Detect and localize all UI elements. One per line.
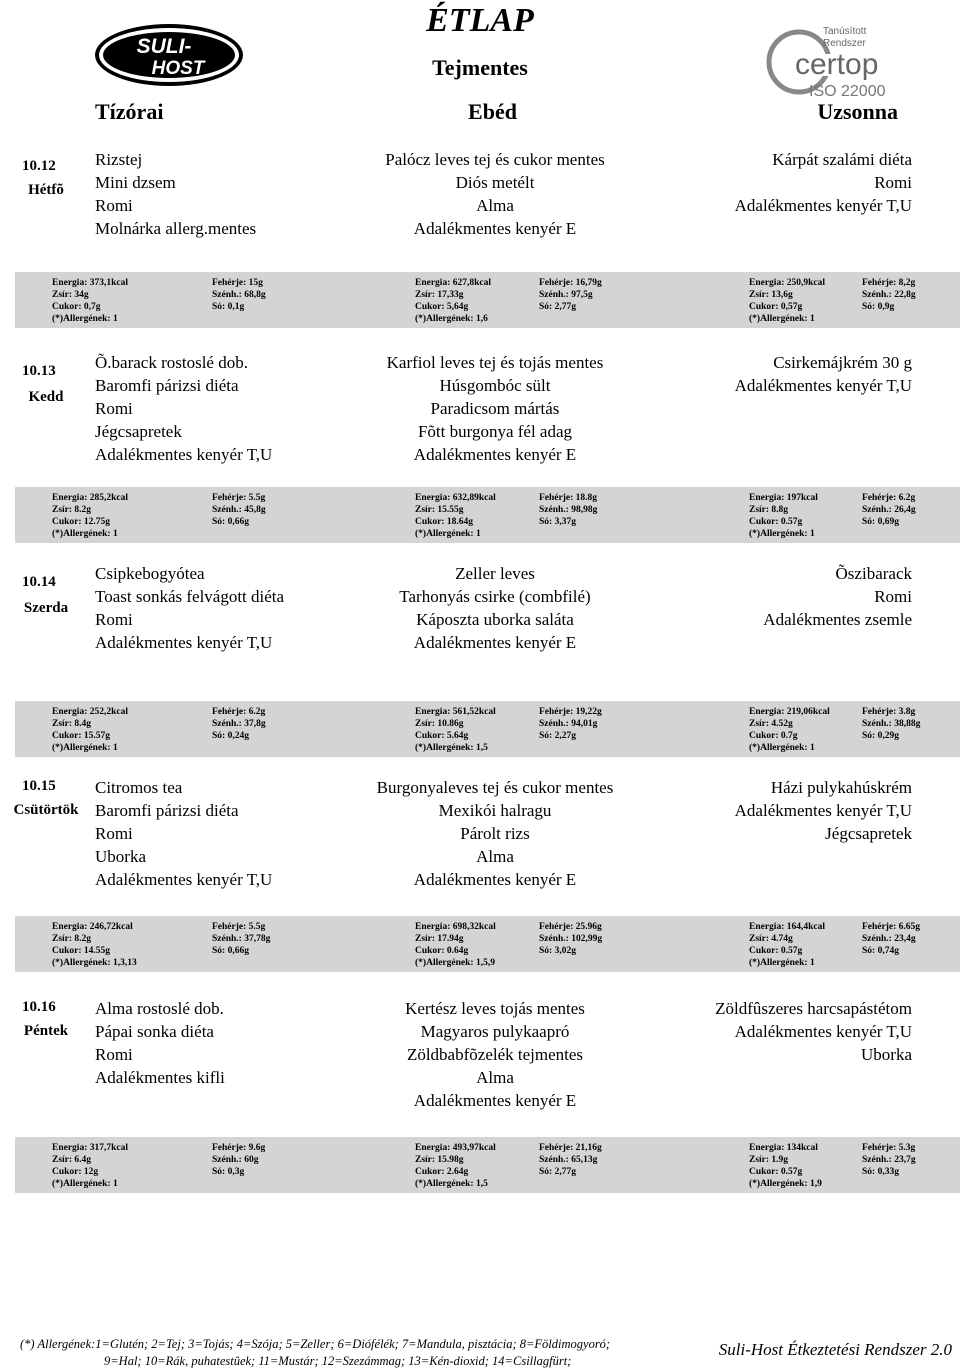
nutrition-cukor: Cukor: 0,7g <box>52 302 101 312</box>
menu-item: Uborka <box>861 1045 912 1064</box>
nutrition-so: Só: 3,02g <box>539 946 576 956</box>
day-date: 10.16 <box>22 999 56 1015</box>
menu-item: Karfiol leves tej és tojás mentes <box>386 353 604 372</box>
nutrition-info-uzsonna <box>749 921 952 969</box>
menu-item: Romi <box>95 399 133 418</box>
nutrition-energia: Energia: 493,97kcal <box>415 1143 496 1153</box>
nutrition-szenh: Szénh.: 94,01g <box>539 719 598 729</box>
nutrition-cukor: Cukor: 2.64g <box>415 1167 469 1177</box>
nutrition-energia: Energia: 250,9kcal <box>749 278 825 288</box>
nutrition-allergen: (*)Allergének: 1,9 <box>749 1179 822 1189</box>
nutrition-zsir: Zsír: 17.94g <box>415 934 464 944</box>
nutrition-feherje: Fehérje: 8,2g <box>862 278 916 288</box>
nutrition-cukor: Cukor: 0.57g <box>749 1167 803 1177</box>
day-name: Csütörtök <box>13 802 79 818</box>
nutrition-info-uzsonna <box>749 277 952 325</box>
day-date: 10.13 <box>22 363 56 379</box>
page-title: ÉTLAP <box>426 2 534 39</box>
nutrition-cukor: Cukor: 0.57g <box>749 946 803 956</box>
menu-item: Baromfi párizsi diéta <box>95 376 239 395</box>
nutrition-zsir: Zsír: 15.55g <box>415 505 464 515</box>
menu-item: Rizstej <box>95 150 143 169</box>
nutrition-cukor: Cukor: 12.75g <box>52 517 111 527</box>
nutrition-allergen: (*)Allergének: 1 <box>52 529 118 539</box>
menu-item: Mexikói halragu <box>438 801 552 820</box>
menu-item: Zöldbabfõzelék tejmentes <box>406 1045 584 1064</box>
nutrition-allergen: (*)Allergének: 1 <box>749 743 815 753</box>
nutrition-allergen: (*)Allergének: 1,3,13 <box>52 958 137 968</box>
menu-item: Õ.barack rostoslé dob. <box>95 353 248 372</box>
nutrition-info-tizorai <box>52 492 302 540</box>
nutrition-szenh: Szénh.: 22,8g <box>862 290 916 300</box>
nutrition-energia: Energia: 632,89kcal <box>415 493 496 503</box>
nutrition-info-ebed <box>415 1142 629 1190</box>
nutrition-so: Só: 0,9g <box>862 302 895 312</box>
menu-item: Romi <box>95 196 133 215</box>
nutrition-szenh: Szénh.: 60g <box>212 1155 259 1165</box>
menu-item: Pápai sonka diéta <box>95 1022 214 1041</box>
nutrition-cukor: Cukor: 14.55g <box>52 946 111 956</box>
menu-item: Adalékmentes kifli <box>95 1068 225 1087</box>
nutrition-allergen: (*)Allergének: 1,5 <box>415 743 488 753</box>
menu-item: Adalékmentes kenyér E <box>413 870 577 889</box>
menu-item: Adalékmentes kenyér T,U <box>95 870 273 889</box>
menu-item: Adalékmentes kenyér E <box>413 445 577 464</box>
menu-item: Paradicsom mártás <box>430 399 560 418</box>
nutrition-feherje: Fehérje: 6.2g <box>212 707 266 717</box>
nutrition-bar <box>15 1137 960 1193</box>
menu-item: Uborka <box>95 847 146 866</box>
nutrition-allergen: (*)Allergének: 1 <box>52 314 118 324</box>
day-date: 10.15 <box>22 778 56 794</box>
nutrition-feherje: Fehérje: 19,22g <box>539 707 602 717</box>
nutrition-zsir: Zsír: 15.98g <box>415 1155 464 1165</box>
column-header-tizorai: Tízórai <box>95 99 164 124</box>
nutrition-so: Só: 0,69g <box>862 517 899 527</box>
menu-item: Tarhonyás csirke (combfilé) <box>399 587 591 606</box>
nutrition-bar <box>15 272 960 328</box>
nutrition-energia: Energia: 561,52kcal <box>415 707 496 717</box>
allergen-legend-line1: (*) Allergének:1=Glutén; 2=Tej; 3=Tojás; 4=Szója; 5=Zeller; 6=Diófélék; 7=Mandula, pisztácia; 8=Földimogyoró; <box>20 1337 611 1351</box>
nutrition-feherje: Fehérje: 5.3g <box>862 1143 916 1153</box>
nutrition-energia: Energia: 164,4kcal <box>749 922 825 932</box>
nutrition-energia: Energia: 317,7kcal <box>52 1143 128 1153</box>
nutrition-so: Só: 2,77g <box>539 302 576 312</box>
nutrition-feherje: Fehérje: 5.5g <box>212 922 266 932</box>
menu-item: Párolt rizs <box>460 824 530 843</box>
meal-uzsonna <box>735 778 912 847</box>
menu-item: Adalékmentes zsemle <box>763 610 912 629</box>
certop-iso: ISO 22000 <box>809 83 886 100</box>
nutrition-cukor: Cukor: 12g <box>52 1167 99 1177</box>
nutrition-feherje: Fehérje: 6.2g <box>862 493 916 503</box>
day-name: Kedd <box>28 389 64 405</box>
nutrition-zsir: Zsír: 4.52g <box>749 719 793 729</box>
day-date: 10.12 <box>22 158 56 174</box>
menu-item: Csipkebogyótea <box>95 564 205 583</box>
menu-item: Romi <box>95 610 133 629</box>
nutrition-energia: Energia: 627,8kcal <box>415 278 491 288</box>
menu-item: Kárpát szalámi diéta <box>772 150 912 169</box>
menu-item: Adalékmentes kenyér E <box>413 219 577 238</box>
nutrition-energia: Energia: 246,72kcal <box>52 922 133 932</box>
menu-item: Adalékmentes kenyér T,U <box>95 633 273 652</box>
menu-item: Adalékmentes kenyér T,U <box>734 1022 912 1041</box>
nutrition-info-uzsonna <box>749 1142 952 1190</box>
page-subtitle: Tejmentes <box>432 55 528 80</box>
nutrition-feherje: Fehérje: 15g <box>212 278 263 288</box>
nutrition-szenh: Szénh.: 97,5g <box>539 290 593 300</box>
nutrition-energia: Energia: 285,2kcal <box>52 493 128 503</box>
nutrition-allergen: (*)Allergének: 1 <box>52 1179 118 1189</box>
nutrition-zsir: Zsír: 13,6g <box>749 290 793 300</box>
nutrition-feherje: Fehérje: 16,79g <box>539 278 602 288</box>
menu-item: Jégcsapretek <box>825 824 912 843</box>
meal-uzsonna <box>715 999 912 1068</box>
nutrition-bar <box>15 701 960 757</box>
menu-item: Magyaros pulykaapró <box>420 1022 570 1041</box>
nutrition-energia: Energia: 698,32kcal <box>415 922 496 932</box>
nutrition-info-tizorai <box>52 921 302 969</box>
nutrition-zsir: Zsír: 8.2g <box>52 505 92 515</box>
nutrition-info-uzsonna <box>749 706 952 754</box>
nutrition-so: Só: 2,27g <box>539 731 576 741</box>
logo-left-line1: SULI- <box>136 35 192 58</box>
nutrition-zsir: Zsír: 10.86g <box>415 719 464 729</box>
menu-item: Baromfi párizsi diéta <box>95 801 239 820</box>
nutrition-so: Só: 0,24g <box>212 731 249 741</box>
menu-item: Alma rostoslé dob. <box>95 999 224 1018</box>
logo-left-line2: HOST <box>151 58 205 79</box>
nutrition-zsir: Zsír: 1.9g <box>749 1155 789 1165</box>
certop-line2: Rendszer <box>823 38 866 49</box>
menu-item: Fõtt burgonya fél adag <box>417 422 573 441</box>
nutrition-energia: Energia: 134kcal <box>749 1143 818 1153</box>
nutrition-energia: Energia: 197kcal <box>749 493 818 503</box>
nutrition-so: Só: 0,66g <box>212 946 249 956</box>
nutrition-szenh: Szénh.: 98,98g <box>539 505 598 515</box>
nutrition-cukor: Cukor: 0.57g <box>749 517 803 527</box>
menu-item: Alma <box>476 196 514 215</box>
nutrition-szenh: Szénh.: 26,4g <box>862 505 916 515</box>
nutrition-feherje: Fehérje: 6.65g <box>862 922 921 932</box>
nutrition-szenh: Szénh.: 23,7g <box>862 1155 916 1165</box>
nutrition-allergen: (*)Allergének: 1 <box>749 314 815 324</box>
nutrition-szenh: Szénh.: 38,88g <box>862 719 921 729</box>
nutrition-cukor: Cukor: 0.64g <box>415 946 469 956</box>
nutrition-feherje: Fehérje: 3.8g <box>862 707 916 717</box>
nutrition-allergen: (*)Allergének: 1 <box>749 958 815 968</box>
nutrition-feherje: Fehérje: 21,16g <box>539 1143 602 1153</box>
nutrition-so: Só: 2,77g <box>539 1167 576 1177</box>
menu-item: Mini dzsem <box>95 173 176 192</box>
footer-brand: Suli-Host Étkeztetési Rendszer 2.0 <box>718 1340 952 1359</box>
nutrition-zsir: Zsír: 8.8g <box>749 505 789 515</box>
menu-item: Toast sonkás felvágott diéta <box>95 587 285 606</box>
nutrition-zsir: Zsír: 4.74g <box>749 934 793 944</box>
menu-item: Alma <box>476 1068 514 1087</box>
menu-item: Burgonyaleves tej és cukor mentes <box>376 778 614 797</box>
menu-item: Kertész leves tojás mentes <box>405 999 585 1018</box>
menu-item: Romi <box>95 1045 133 1064</box>
nutrition-szenh: Szénh.: 65,13g <box>539 1155 598 1165</box>
nutrition-so: Só: 0,3g <box>212 1167 245 1177</box>
nutrition-zsir: Zsír: 34g <box>52 290 89 300</box>
nutrition-so: Só: 0,1g <box>212 302 245 312</box>
menu-item: Adalékmentes kenyér T,U <box>734 801 912 820</box>
nutrition-cukor: Cukor: 5,64g <box>415 302 469 312</box>
nutrition-zsir: Zsír: 6.4g <box>52 1155 92 1165</box>
nutrition-energia: Energia: 219,06kcal <box>749 707 830 717</box>
nutrition-so: Só: 0,74g <box>862 946 899 956</box>
menu-item: Alma <box>476 847 514 866</box>
menu-item: Adalékmentes kenyér E <box>413 633 577 652</box>
menu-item: Adalékmentes kenyér E <box>413 1091 577 1110</box>
nutrition-energia: Energia: 373,1kcal <box>52 278 128 288</box>
menu-item: Húsgombóc sült <box>439 376 551 395</box>
nutrition-feherje: Fehérje: 25.96g <box>539 922 602 932</box>
nutrition-feherje: Fehérje: 18.8g <box>539 493 598 503</box>
day-name: Szerda <box>23 600 69 616</box>
day-name: Hétfõ <box>28 182 64 198</box>
nutrition-zsir: Zsír: 8.2g <box>52 934 92 944</box>
nutrition-allergen: (*)Allergének: 1,5,9 <box>415 958 495 968</box>
nutrition-allergen: (*)Allergének: 1,6 <box>415 314 488 324</box>
nutrition-cukor: Cukor: 0,57g <box>749 302 803 312</box>
nutrition-info-uzsonna <box>749 492 952 540</box>
nutrition-so: Só: 0,33g <box>862 1167 899 1177</box>
menu-item: Csirkemájkrém 30 g <box>773 353 912 372</box>
day-date: 10.14 <box>22 574 56 590</box>
menu-item: Jégcsapretek <box>95 422 182 441</box>
menu-item: Zöldfûszeres harcsapástétom <box>715 999 912 1018</box>
menu-item: Diós metélt <box>455 173 535 192</box>
certop-line1: Tanúsított <box>823 26 867 37</box>
nutrition-bar <box>15 916 960 972</box>
nutrition-so: Só: 0,29g <box>862 731 899 741</box>
nutrition-cukor: Cukor: 0.7g <box>749 731 798 741</box>
nutrition-zsir: Zsír: 8.4g <box>52 719 92 729</box>
meal-uzsonna <box>735 150 912 219</box>
menu-item: Romi <box>874 173 912 192</box>
meal-uzsonna <box>735 353 912 399</box>
allergen-legend <box>20 1336 610 1370</box>
menu-item: Adalékmentes kenyér T,U <box>734 196 912 215</box>
nutrition-energia: Energia: 252,2kcal <box>52 707 128 717</box>
certop-word: certop <box>795 48 879 81</box>
menu-item: Molnárka allerg.mentes <box>95 219 257 238</box>
menu-item: Adalékmentes kenyér T,U <box>734 376 912 395</box>
menu-item: Palócz leves tej és cukor mentes <box>385 150 605 169</box>
nutrition-info-tizorai <box>52 1142 302 1190</box>
nutrition-allergen: (*)Allergének: 1 <box>52 743 118 753</box>
nutrition-info-ebed <box>415 277 629 325</box>
menu-item: Zeller leves <box>455 564 535 583</box>
nutrition-so: Só: 3,37g <box>539 517 576 527</box>
nutrition-feherje: Fehérje: 5.5g <box>212 493 266 503</box>
menu-item: Romi <box>874 587 912 606</box>
nutrition-allergen: (*)Allergének: 1 <box>415 529 481 539</box>
menu-item: Romi <box>95 824 133 843</box>
menu-item: Õszibarack <box>835 564 912 583</box>
nutrition-allergen: (*)Allergének: 1,5 <box>415 1179 488 1189</box>
nutrition-szenh: Szénh.: 37,8g <box>212 719 266 729</box>
nutrition-szenh: Szénh.: 45,8g <box>212 505 266 515</box>
nutrition-cukor: Cukor: 15.57g <box>52 731 111 741</box>
nutrition-szenh: Szénh.: 37,78g <box>212 934 271 944</box>
nutrition-szenh: Szénh.: 68,8g <box>212 290 266 300</box>
nutrition-so: Só: 0,66g <box>212 517 249 527</box>
column-header-ebed: Ebéd <box>468 99 517 124</box>
menu-item: Adalékmentes kenyér T,U <box>95 445 273 464</box>
column-header-uzsonna: Uzsonna <box>817 99 898 124</box>
nutrition-info-tizorai <box>52 277 302 325</box>
nutrition-feherje: Fehérje: 9.6g <box>212 1143 266 1153</box>
nutrition-zsir: Zsír: 17,33g <box>415 290 464 300</box>
allergen-legend-line2: 9=Hal; 10=Rák, puhatestûek; 11=Mustár; 12=Szezámmag; 13=Kén-dioxid; 14=Csillagfürt; <box>104 1354 572 1368</box>
nutrition-szenh: Szénh.: 102,99g <box>539 934 603 944</box>
nutrition-info-ebed <box>415 706 629 754</box>
nutrition-cukor: Cukor: 18.64g <box>415 517 474 527</box>
nutrition-info-tizorai <box>52 706 302 754</box>
nutrition-info-ebed <box>415 921 629 969</box>
nutrition-allergen: (*)Allergének: 1 <box>749 529 815 539</box>
nutrition-szenh: Szénh.: 23,4g <box>862 934 916 944</box>
nutrition-cukor: Cukor: 5.64g <box>415 731 469 741</box>
meal-uzsonna <box>763 564 912 633</box>
nutrition-info-ebed <box>415 492 629 540</box>
menu-item: Házi pulykahúskrém <box>770 778 912 797</box>
day-name: Péntek <box>23 1023 69 1039</box>
menu-item: Citromos tea <box>95 778 183 797</box>
nutrition-bar <box>15 487 960 543</box>
menu-item: Káposzta uborka saláta <box>416 610 574 629</box>
